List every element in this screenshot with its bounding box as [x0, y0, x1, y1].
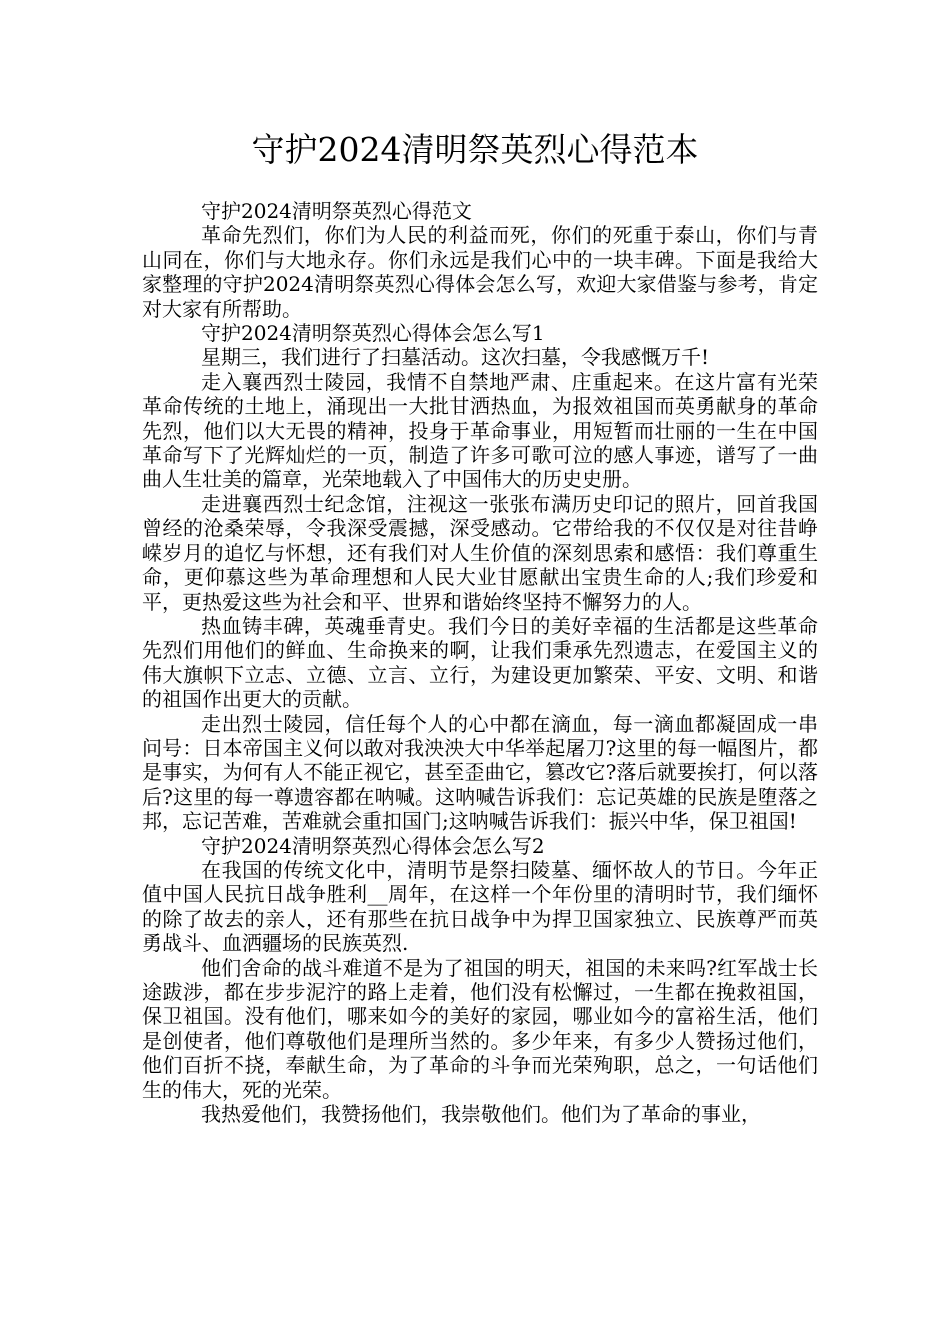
paragraph: 在我国的传统文化中，清明节是祭扫陵墓、缅怀故人的节日。今年正值中国人民抗日战争胜利__周年，在这样一个年份里的清明时节，我们缅怀的除了故去的亲人，还有那些在抗日战争中为捍卫国家独立、民族尊严而英勇战斗、血洒疆场的民族英烈.	[142, 857, 818, 956]
paragraph: 走出烈士陵园，信任每个人的心中都在滴血，每一滴血都凝固成一串问号：日本帝国主义何以敢对我泱泱大中华举起屠刀?这里的每一幅图片，都是事实，为何有人不能正视它，甚至歪曲它，篡改它?落后就要挨打，何以落后?这里的每一尊遗容都在呐喊。这呐喊告诉我们：忘记英雄的民族是堕落之邦，忘记苦难，苦难就会重扣国门;这呐喊告诉我们：振兴中华，保卫祖国!	[142, 711, 818, 834]
paragraph: 热血铸丰碑，英魂垂青史。我们今日的美好幸福的生活都是这些革命先烈们用他们的鲜血、生命换来的啊，让我们秉承先烈遗志，在爱国主义的伟大旗帜下立志、立德、立言、立行，为建设更加繁荣、平安、文明、和谐的祖国作出更大的贡献。	[142, 613, 818, 712]
paragraph: 他们舍命的战斗难道不是为了祖国的明天，祖国的未来吗?红军战士长途跋涉，都在步步泥泞的路上走着，他们没有松懈过，一生都在挽救祖国，保卫祖国。没有他们，哪来如今的美好的家园，哪业如今的富裕生活，他们是创使者，他们尊敬他们是理所当然的。多少年来，有多少人赞扬过他们，他们百折不挠，奉献生命，为了革命的斗争而光荣殉职，总之，一句话他们生的伟大，死的光荣。	[142, 955, 818, 1102]
section-heading-2: 守护2024清明祭英烈心得体会怎么写2	[201, 833, 545, 858]
paragraph: 走入襄西烈士陵园，我情不自禁地严肃、庄重起来。在这片富有光荣革命传统的土地上，涌现出一大批甘洒热血，为报效祖国而英勇献身的革命先烈，他们以大无畏的精神，投身于革命事业，用短暂而壮丽的一生在中国革命写下了光辉灿烂的一页，制造了许多可歌可泣的感人事迹，谱写了一曲曲人生壮美的篇章，光荣地载入了中国伟大的历史史册。	[142, 369, 818, 492]
paragraph-intro: 革命先烈们，你们为人民的利益而死，你们的死重于泰山，你们与青山同在，你们与大地永存。你们永远是我们心中的一块丰碑。下面是我给大家整理的守护2024清明祭英烈心得体会怎么写，欢迎大家借鉴与参考，肯定对大家有所帮助。	[142, 223, 818, 321]
paragraph: 走进襄西烈士纪念馆，注视这一张张布满历史印记的照片，回首我国曾经的沧桑荣辱，令我深受震撼，深受感动。它带给我的不仅仅是对往昔峥嵘岁月的追忆与怀想，还有我们对人生价值的深刻思索和感悟：我们尊重生命，更仰慕这些为革命理想和人民大业甘愿献出宝贵生命的人;我们珍爱和平，更热爱这些为社会和平、世界和谐始终坚持不懈努力的人。	[142, 491, 818, 614]
document-title: 守护2024清明祭英烈心得范本	[251, 130, 699, 169]
paragraph: 星期三，我们进行了扫墓活动。这次扫墓，令我感慨万千!	[201, 345, 710, 370]
document-body	[142, 199, 818, 1126]
paragraph: 我热爱他们，我赞扬他们，我崇敬他们。他们为了革命的事业，	[201, 1102, 761, 1127]
paragraph-subtitle: 守护2024清明祭英烈心得范文	[201, 199, 472, 223]
section-heading-1: 守护2024清明祭英烈心得体会怎么写1	[201, 321, 545, 346]
